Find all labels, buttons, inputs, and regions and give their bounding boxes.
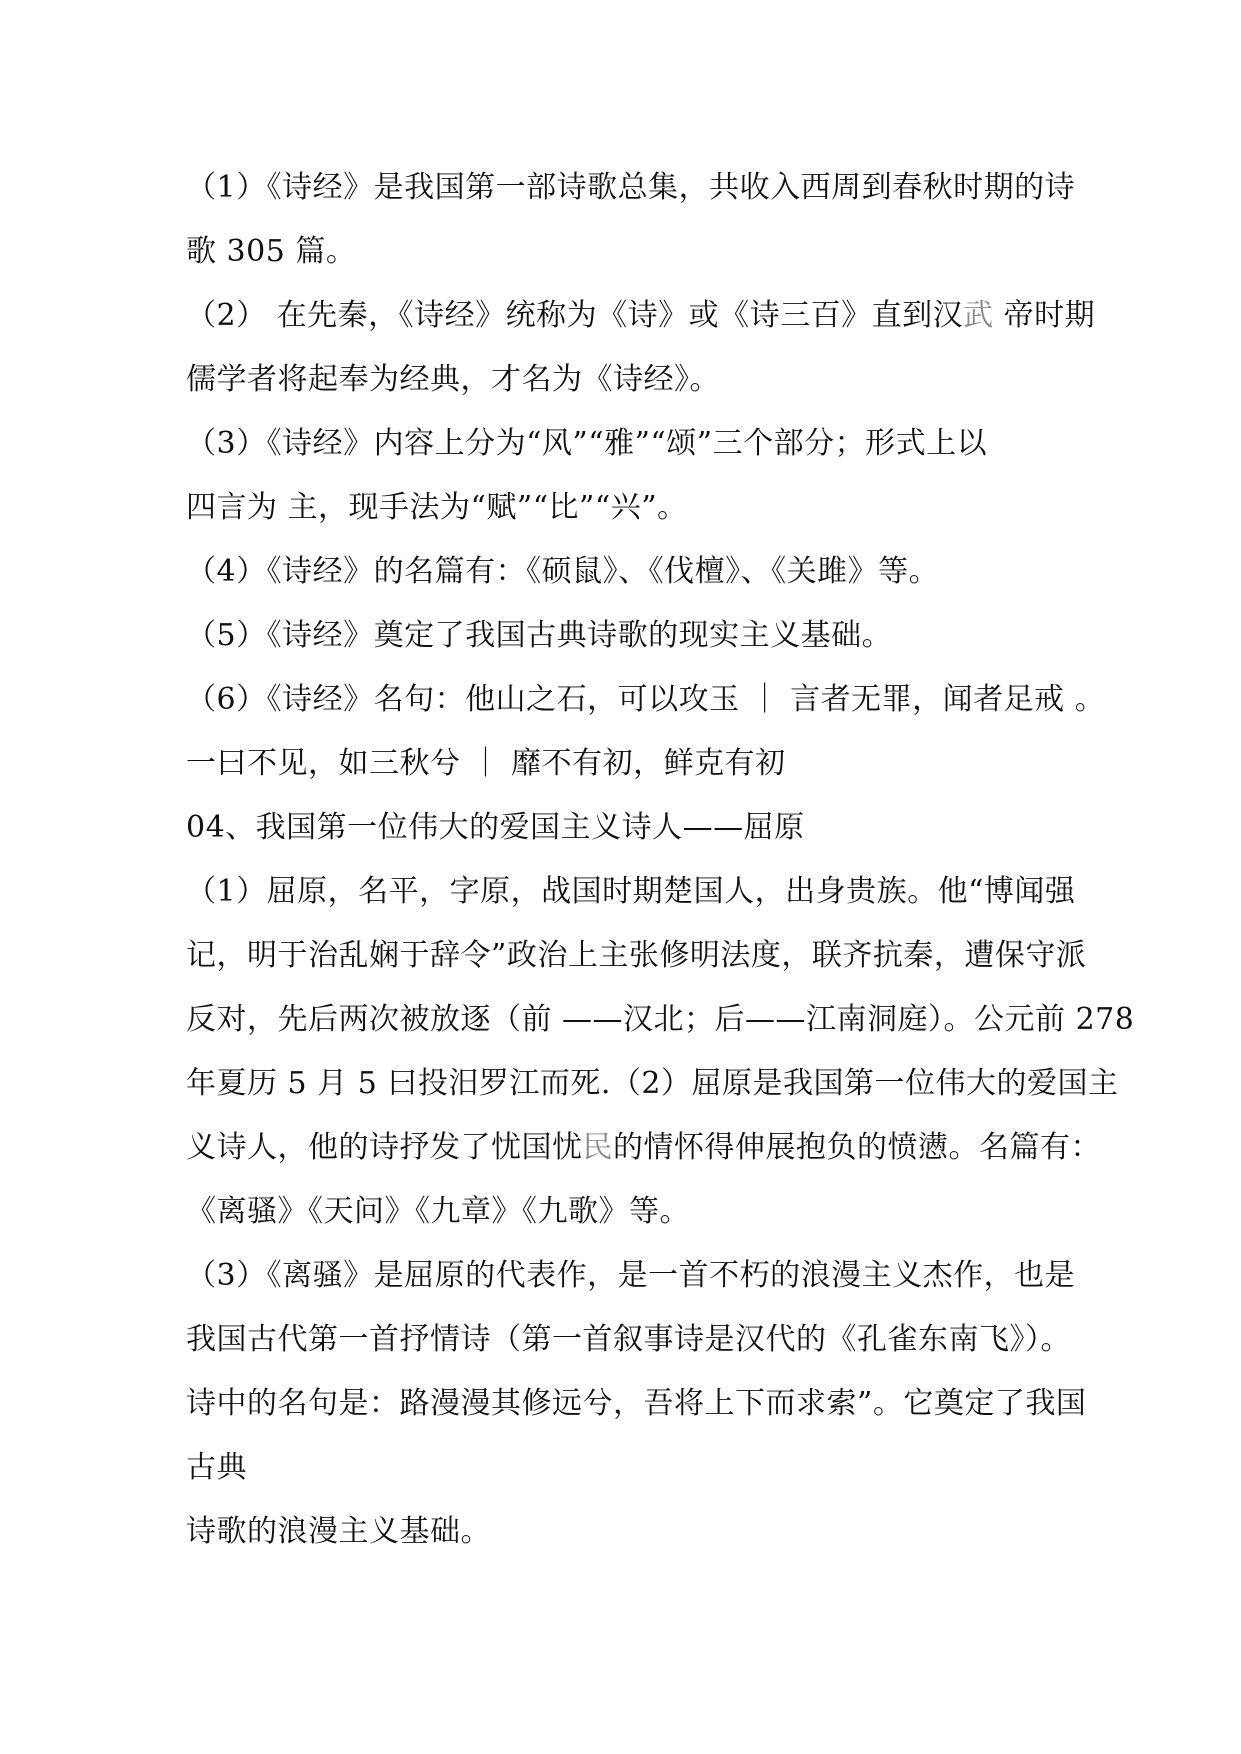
text-line: 年夏历 5 月 5 曰投汨罗江而死.（2）屈原是我国第一位伟大的爱国主 (186, 1066, 1119, 1101)
text-line: （1）屈原，名平，字原，战国时期楚国人，出身贵族。他“博闻强 (186, 874, 1076, 909)
text-line: 《离骚》《天问》《九章》《九歌》等。 (186, 1194, 690, 1229)
text-span: 义诗人，他的诗抒发了忧国忧 (186, 1130, 583, 1165)
text-line (186, 296, 1096, 336)
text-line: 诗歌的浪漫主义基础。 (186, 1514, 491, 1549)
text-line: 一曰不见，如三秋兮 ｜ 靡不有初，鲜克有初 (186, 746, 786, 781)
text-span: 帝时期 (993, 298, 1096, 333)
text-line: 儒学者将起奉为经典，才名为《诗经》。 (186, 362, 720, 397)
text-line: 古典 (186, 1450, 247, 1485)
section-heading: 04、我国第一位伟大的爱国主义诗人——屈原 (186, 810, 805, 845)
text-line: 四言为 主，现手法为“赋”“比”“兴”。 (186, 490, 688, 525)
text-line (186, 1128, 1101, 1168)
text-line: （3）《离骚》是屈原的代表作，是一首不朽的浪漫主义杰作，也是 (186, 1258, 1076, 1293)
text-line: （3）《诗经》内容上分为“风”“雅”“颂”三个部分；形式上以 (186, 426, 988, 461)
text-line: 反对，先后两次被放逐（前 ——汉北；后——江南洞庭）。公元前 278 (186, 1002, 1135, 1037)
text-line: （1）《诗经》是我国第一部诗歌总集，共收入西周到春秋时期的诗 (186, 170, 1076, 205)
text-line: （4）《诗经》的名篇有：《硕鼠》、《伐檀》、《关雎》等。 (186, 554, 940, 589)
text-line: （6）《诗经》名句：他山之石，可以攻玉 ｜ 言者无罪，闻者足戒 。 (186, 682, 1106, 717)
text-line: 诗中的名句是：路漫漫其修远兮，吾将上下而求索”。它奠定了我国 (186, 1386, 1087, 1421)
faint-character: 民 (582, 1130, 613, 1165)
text-line: 歌 305 篇。 (186, 234, 357, 269)
faint-character: 武 (963, 298, 994, 333)
text-span: （2） 在先秦，《诗经》统称为《诗》或《诗三百》直到汉 (186, 298, 964, 333)
text-line: （5）《诗经》奠定了我国古典诗歌的现实主义基础。 (186, 618, 893, 653)
text-line: 记，明于治乱娴于辞令”政治上主张修明法度，联齐抗秦，遭保守派 (186, 938, 1087, 973)
text-line: 我国古代第一首抒情诗（第一首叙事诗是汉代的《孔雀东南飞》）。 (186, 1322, 1071, 1357)
text-span: 的情怀得伸展抱负的愤懑。名篇有： (613, 1130, 1101, 1165)
